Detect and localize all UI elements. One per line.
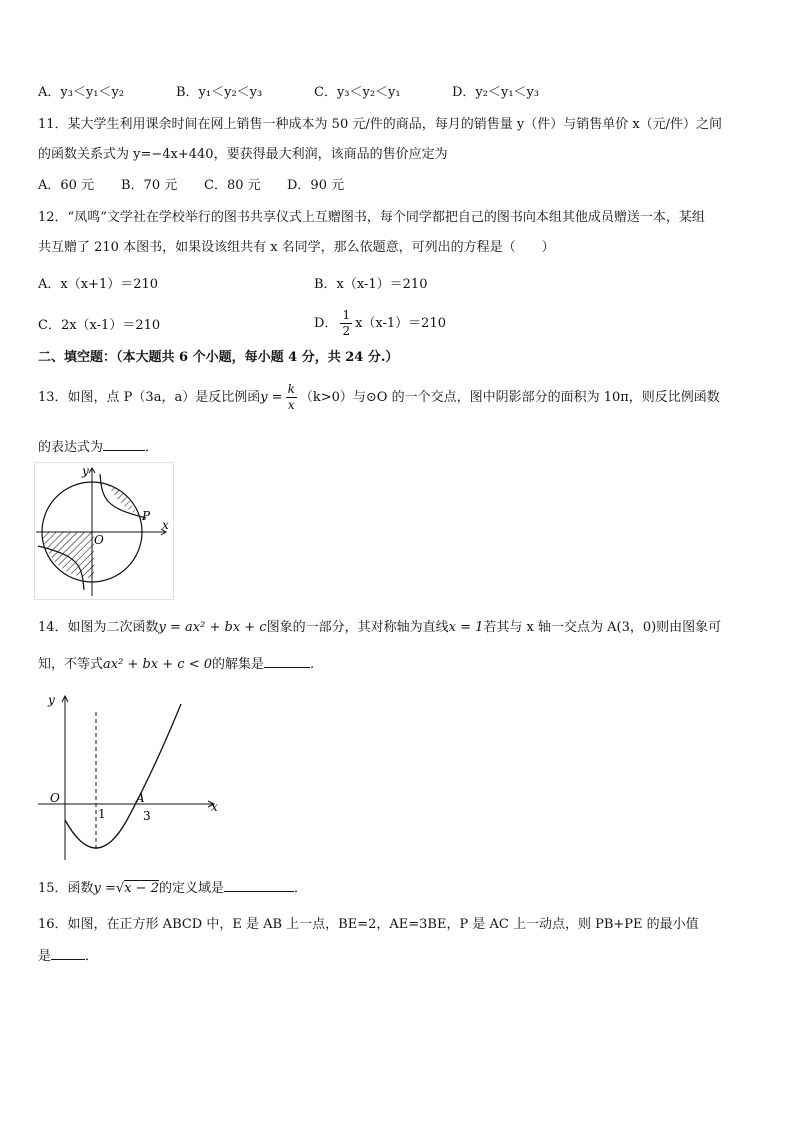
q13-line2-text: 的表达式为 [38, 440, 104, 455]
q14-text-part3: 若其与 x 轴一交点为 A(3，0)则由图象可 [483, 620, 722, 635]
answer-blank[interactable] [103, 438, 145, 451]
fraction-numerator: k [287, 382, 295, 396]
q10-option-a: A．y₃＜y₁＜y₂ [38, 85, 125, 100]
q12-stem-line2: 共互赠了 210 本图书，如果设该组共有 x 名同学，那么依题意，可列出的方程是（ ） [38, 240, 555, 255]
q13-stem-line2 [38, 438, 158, 457]
q15-expr-prefix: y = [93, 881, 116, 896]
sqrt-sign: √ [115, 881, 125, 896]
fig-label-y: y [82, 464, 89, 478]
q14-expr-axis: x = 1 [448, 620, 484, 635]
q16-end: ． [85, 949, 99, 964]
shaded-region-third-quadrant [42, 532, 94, 578]
q15-text-part1: 15．函数 [38, 881, 94, 896]
q15-stem [38, 879, 307, 898]
q14-line2-part2: 的解集是 [212, 657, 265, 672]
fig-label-p: P [142, 509, 151, 523]
q13-stem-line1 [38, 378, 720, 418]
q12-option-a: A．x（x+1）＝210 [38, 277, 159, 292]
q14-line2-part1: 知，不等式 [38, 657, 104, 672]
fraction-denominator: 2 [342, 324, 351, 338]
q12-option-d [314, 304, 446, 344]
q15-text-part2: 的定义域是 [158, 881, 224, 896]
fig-label-o: O [94, 533, 104, 547]
fraction-numerator: 1 [342, 308, 351, 322]
q13-line2-end: ． [145, 440, 159, 455]
q13-text-part2: （k>0）与⊙O 的一个交点，图中阴影部分的面积为 10π，则反比例函数 [299, 390, 720, 405]
fig-label-x: x [162, 518, 169, 532]
q15-end: ． [294, 881, 308, 896]
q11-option-a: A．60 元 [38, 178, 95, 193]
q11-stem-line2: 的函数关系式为 y=−4x+440，要获得最大利润，该商品的售价应定为 [38, 147, 448, 162]
q11-option-b: B．70 元 [121, 178, 178, 193]
q13-text-part1: 13．如图，点 P（3a，a）是反比例函 [38, 390, 261, 405]
q10-option-c: C．y₃＜y₂＜y₁ [314, 85, 401, 100]
q14-expr-inequality: ax² + bx + c < 0 [103, 657, 212, 672]
q11-stem-line1: 11．某大学生利用课余时间在网上销售一种成本为 50 元/件的商品，每月的销售量 y（件）与销售单价 x（元/件）之间 [38, 117, 723, 132]
shaded-region-first-quadrant [107, 483, 136, 514]
q16-line2-text: 是 [38, 949, 52, 964]
fraction-denominator: x [287, 398, 295, 412]
answer-blank[interactable] [51, 947, 85, 960]
q16-stem-line2 [38, 947, 98, 966]
fig-label-y: y [48, 693, 55, 707]
q12-option-c: C．2x（x-1）＝210 [38, 318, 161, 333]
q14-stem-line2 [38, 655, 314, 674]
fig-tick-1: 1 [98, 807, 106, 821]
q13-circle-hyperbola-figure [34, 462, 174, 600]
q14-expr-quadratic: y = ax² + bx + c [158, 620, 267, 635]
q12-stem-line1: 12．“凤鸣”文学社在学校举行的图书共享仪式上互赠图书，每个同学都把自己的图书向本组其他成员赠送一本，某组 [38, 210, 705, 225]
q10-option-b: B．y₁＜y₂＜y₃ [176, 85, 263, 100]
answer-blank[interactable] [264, 655, 310, 668]
q11-option-d: D．90 元 [287, 178, 345, 193]
fig-label-o: O [50, 791, 60, 805]
k-over-x-fraction [286, 382, 297, 413]
q14-stem-line1 [38, 619, 721, 637]
q16-stem-line1: 16．如图，在正方形 ABCD 中，E 是 AB 上一点，BE=2，AE=3BE，P 是 AC 上一动点，则 PB+PE 的最小值 [38, 917, 699, 932]
fig-tick-3: 3 [143, 809, 151, 823]
q12-option-d-prefix: D． [314, 316, 338, 331]
q12-option-b: B．x（x-1）＝210 [314, 277, 428, 292]
fig-label-a: A [136, 791, 145, 805]
q13-function-prefix: y = [260, 390, 283, 405]
q10-option-d: D．y₂＜y₁＜y₃ [452, 85, 540, 100]
q14-text-part2: 图象的一部分，其对称轴为直线 [266, 620, 449, 635]
q14-line2-end: . [310, 657, 315, 672]
fig-label-x: x [211, 800, 218, 814]
q12-option-d-suffix: x（x-1）＝210 [355, 316, 446, 331]
one-half-fraction [340, 308, 352, 339]
q14-parabola-figure [34, 690, 224, 862]
section-heading-fill-blank: 二、填空题：（本大题共 6 个小题，每小题 4 分，共 24 分.） [38, 350, 399, 365]
q11-option-c: C．80 元 [204, 178, 261, 193]
q15-radicand: x − 2 [124, 881, 159, 896]
q14-text-part1: 14．如图为二次函数 [38, 620, 159, 635]
answer-blank[interactable] [224, 879, 294, 892]
parabola-curve [65, 704, 181, 848]
